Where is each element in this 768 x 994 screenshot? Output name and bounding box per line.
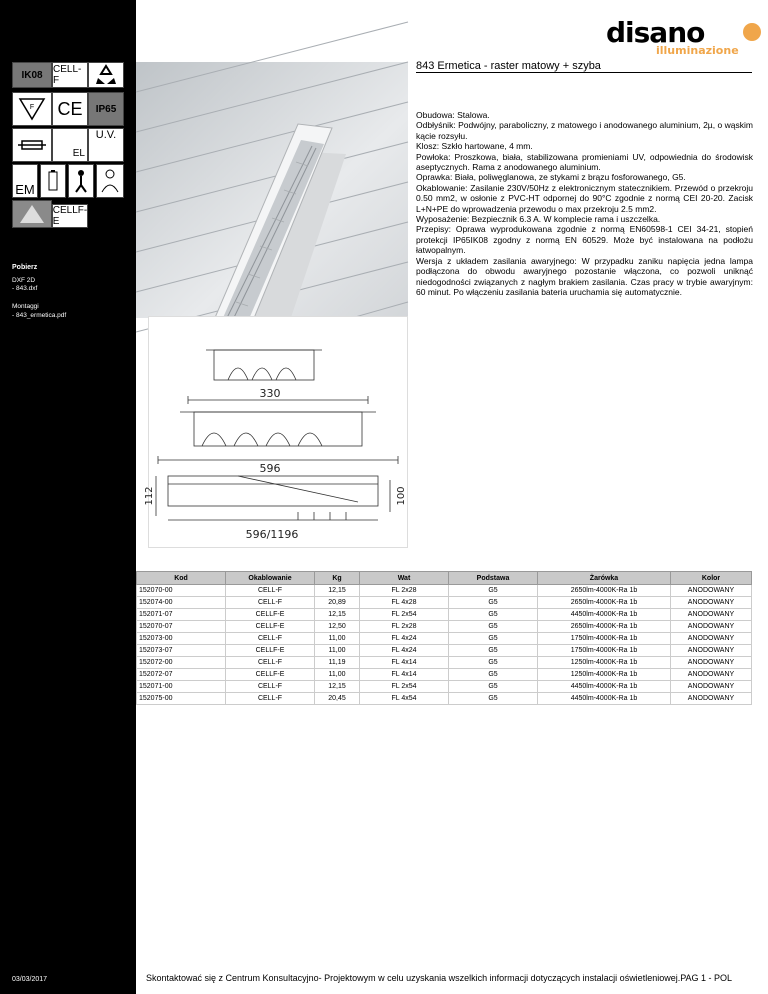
link-dxf-2d[interactable]: DXF 2D: [12, 277, 36, 284]
desc-coating: Powłoka: Proszkowa, biała, stabilizowana promieniami UV, odpowiednia do środowisk aseptycznych. Rama z anodowanego aluminium.: [416, 151, 753, 173]
col-kod: Kod: [137, 572, 226, 585]
cell-zarowka: 4450lm-4000K-Ra 1b: [538, 609, 671, 621]
cell-okablowanie: CELL-F: [226, 597, 315, 609]
product-photo: [136, 62, 408, 318]
cell-zarowka: 1250lm-4000K-Ra 1b: [538, 657, 671, 669]
uv-badge: U.V.: [88, 128, 124, 162]
table-row: [137, 621, 752, 633]
table-row: [137, 669, 752, 681]
table-row: [137, 633, 752, 645]
cell-kolor: ANODOWANY: [671, 585, 752, 597]
ce-mark-icon: CE: [52, 92, 88, 126]
col-okablowanie: Okablowanie: [226, 572, 315, 585]
battery-icon: [40, 164, 66, 198]
cell-zarowka: 4450lm-4000K-Ra 1b: [538, 693, 671, 705]
desc-standards: Przepisy: Oprawa wyprodukowana zgodnie z normą EN60598-1 CEI 34-21, stopień protekcji IP65IK08 zgodny z normą EN 60529. Może być instalowana na podłożu łatwopalnym.: [416, 224, 753, 256]
cell-wat: FL 2x28: [360, 621, 449, 633]
desc-emergency: Wersja z układem zasilania awaryjnego: W przypadku zaniku napięcia jedna lampa podłączona do obwodu awaryjnego pozostanie włączona, co pozwoli uniknąć niedogodności związanych z nagłym brakiem zasilania. Czas pracy w trybie awaryjnym: 60 minut. Po włączeniu zasilania bateria uruchamia się automatycznie.: [416, 255, 753, 297]
desc-equipment: Wyposażenie: Bezpiecznik 6.3 A. W komplecie rama i uszczelka.: [416, 214, 661, 225]
cell-kod: 152070-07: [137, 621, 226, 633]
cell-podstawa: G5: [449, 645, 538, 657]
col-zarowka: Żarówka: [538, 572, 671, 585]
cell-kolor: ANODOWANY: [671, 609, 752, 621]
product-variants-table: [136, 571, 752, 705]
cellf-e-badge: CELLF-E: [52, 205, 88, 227]
cell-kg: 11,19: [315, 657, 360, 669]
cell-wat: FL 4x24: [360, 645, 449, 657]
cell-kolor: ANODOWANY: [671, 645, 752, 657]
cell-kolor: ANODOWANY: [671, 681, 752, 693]
cell-okablowanie: CELL-F: [226, 633, 315, 645]
col-podstawa: Podstawa: [449, 572, 538, 585]
cell-okablowanie: CELLF-E: [226, 669, 315, 681]
cell-zarowka: 1750lm-4000K-Ra 1b: [538, 633, 671, 645]
cell-okablowanie: CELL-F: [226, 585, 315, 597]
cell-zarowka: 4450lm-4000K-Ra 1b: [538, 681, 671, 693]
ip65-badge: IP65: [88, 92, 124, 126]
cell-zarowka: 2650lm-4000K-Ra 1b: [538, 585, 671, 597]
col-kg: Kg: [315, 572, 360, 585]
col-kolor: Kolor: [671, 572, 752, 585]
cell-podstawa: G5: [449, 657, 538, 669]
table-row: [137, 585, 752, 597]
cell-kg: 12,50: [315, 621, 360, 633]
cell-kg: 20,89: [315, 597, 360, 609]
title-divider: [416, 72, 752, 73]
cell-kg: 11,00: [315, 645, 360, 657]
svg-text:disano: disano: [606, 16, 705, 49]
desc-lampholder: Oprawka: Biała, poliwęglanowa, ze stykami z brązu fosforowanego, G5.: [416, 172, 686, 183]
cell-wat: FL 2x54: [360, 681, 449, 693]
table-row: [137, 693, 752, 705]
cell-wat: FL 4x24: [360, 633, 449, 645]
light-beam-icon: [12, 200, 52, 228]
cell-wat: FL 4x28: [360, 597, 449, 609]
cell-okablowanie: CELLF-E: [226, 609, 315, 621]
flammable-surface-icon: [12, 92, 52, 126]
cell-kolor: ANODOWANY: [671, 621, 752, 633]
installer-icon: [96, 164, 124, 198]
fuse-icon: [12, 128, 52, 162]
cell-podstawa: G5: [449, 609, 538, 621]
cell-okablowanie: CELLF-E: [226, 621, 315, 633]
link-843-dxf[interactable]: - 843.dxf: [12, 285, 38, 292]
link-montaggi[interactable]: Montaggi: [12, 303, 39, 310]
table-row: [137, 609, 752, 621]
table-row: [137, 597, 752, 609]
cell-kod: 152074-00: [137, 597, 226, 609]
cell-kg: 11,00: [315, 669, 360, 681]
svg-text:F: F: [29, 104, 35, 111]
cell-okablowanie: CELL-F: [226, 657, 315, 669]
cell-zarowka: 2650lm-4000K-Ra 1b: [538, 597, 671, 609]
cell-kolor: ANODOWANY: [671, 597, 752, 609]
cell-kod: 152075-00: [137, 693, 226, 705]
cell-kolor: ANODOWANY: [671, 633, 752, 645]
desc-reflector: Odbłyśnik: Podwójny, paraboliczny, z matowego i anodowanego aluminium, 2µ, o wąskim kącie rozsyłu.: [416, 120, 753, 141]
em-badge: EM: [12, 164, 38, 198]
desc-diffuser: Klosz: Szkło hartowane, 4 mm.: [416, 141, 533, 152]
disano-logo: [604, 16, 764, 56]
product-title: 843 Ermetica - raster matowy + szyba: [416, 60, 601, 72]
cell-podstawa: G5: [449, 681, 538, 693]
cell-zarowka: 1750lm-4000K-Ra 1b: [538, 645, 671, 657]
cell-kod: 152072-07: [137, 669, 226, 681]
cell-wat: FL 4x14: [360, 669, 449, 681]
download-heading: Pobierz: [12, 264, 38, 271]
cell-kg: 12,15: [315, 609, 360, 621]
cell-podstawa: G5: [449, 585, 538, 597]
col-wat: Wat: [360, 572, 449, 585]
cell-kg: 12,15: [315, 585, 360, 597]
cell-wat: FL 4x14: [360, 657, 449, 669]
cell-zarowka: 2650lm-4000K-Ra 1b: [538, 621, 671, 633]
cell-kod: 152073-07: [137, 645, 226, 657]
cell-okablowanie: CELLF-E: [226, 645, 315, 657]
dim-112: 112: [144, 486, 155, 506]
desc-wiring: Okablowanie: Zasilanie 230V/50Hz z elektronicznym statecznikiem. Przewód o przekroju 0.50 mm2, w osłonie z PVC-HT odpornej do 90°C zgodnie z normą CEI 20-20. Zacisk L+N+PE do wprowadzenia przewodu o max przekroju 2.5 mm2.: [416, 182, 753, 214]
el-badge: EL: [52, 128, 88, 162]
cell-kolor: ANODOWANY: [671, 669, 752, 681]
product-description: [416, 110, 753, 297]
desc-housing: Obudowa: Stalowa.: [416, 110, 490, 120]
cell-f-badge: CELL-F: [52, 62, 88, 88]
table-row: [137, 645, 752, 657]
svg-text:illuminazione: illuminazione: [656, 44, 739, 57]
recycle-icon: [88, 62, 124, 88]
table-row: [137, 657, 752, 669]
cell-podstawa: G5: [449, 621, 538, 633]
sidebar: [0, 0, 136, 994]
cell-podstawa: G5: [449, 693, 538, 705]
dim-100: 100: [396, 486, 407, 506]
cell-kod: 152070-00: [137, 585, 226, 597]
dim-330: 330: [259, 387, 281, 400]
cell-kg: 11,00: [315, 633, 360, 645]
cell-kolor: ANODOWANY: [671, 657, 752, 669]
technical-drawing: [144, 316, 408, 548]
cell-wat: FL 4x54: [360, 693, 449, 705]
cell-kod: 152071-00: [137, 681, 226, 693]
table-row: [137, 681, 752, 693]
cell-podstawa: G5: [449, 669, 538, 681]
cell-wat: FL 2x28: [360, 585, 449, 597]
cell-podstawa: G5: [449, 597, 538, 609]
cell-kolor: ANODOWANY: [671, 693, 752, 705]
link-843-ermetica-pdf[interactable]: - 843_ermetica.pdf: [12, 312, 67, 319]
dim-596-1196: 596/1196: [245, 528, 299, 541]
cell-kod: 152073-00: [137, 633, 226, 645]
cell-kg: 20,45: [315, 693, 360, 705]
cell-okablowanie: CELL-F: [226, 693, 315, 705]
issue-date: 03/03/2017: [12, 976, 48, 983]
table-header-row: [137, 572, 752, 585]
footer-contact-note: Skontaktować się z Centrum Konsultacyjno- Projektowym w celu uzyskania wszelkich informacji dotyczących instalacji oświetleniowej.PAG 1 - POL: [146, 973, 733, 983]
cell-wat: FL 2x54: [360, 609, 449, 621]
emergency-person-icon: [68, 164, 94, 198]
cell-podstawa: G5: [449, 633, 538, 645]
cell-kod: 152072-00: [137, 657, 226, 669]
dim-596: 596: [259, 462, 281, 475]
ik08-badge: IK08: [12, 62, 52, 88]
cell-zarowka: 1250lm-4000K-Ra 1b: [538, 669, 671, 681]
cell-kod: 152071-07: [137, 609, 226, 621]
cell-okablowanie: CELL-F: [226, 681, 315, 693]
cell-kg: 12,15: [315, 681, 360, 693]
